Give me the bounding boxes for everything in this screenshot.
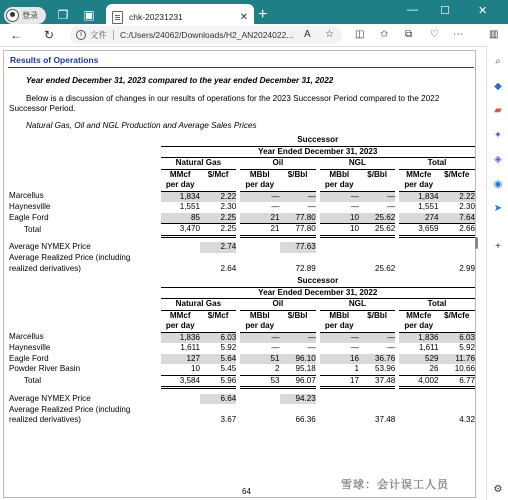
column-header: per day xyxy=(324,180,354,189)
cell-value: — xyxy=(307,202,316,211)
production-subheading: Natural Gas, Oil and NGL Production and Average Sales Prices xyxy=(26,121,257,130)
settings-gear-icon[interactable]: ⚙ xyxy=(493,484,503,495)
table-row xyxy=(8,213,475,224)
cell-value: 3,584 xyxy=(161,375,200,388)
cell-value: — xyxy=(240,332,279,343)
column-header: $/Mcfe xyxy=(444,310,470,320)
cell-value: 66.36 xyxy=(295,415,316,425)
row-label: Marcellus xyxy=(9,191,44,201)
row-label: Average Realized Price (including xyxy=(9,253,131,263)
cell-value: 2.22 xyxy=(439,191,476,202)
cell-value: 72.89 xyxy=(295,263,316,273)
group-header: Oil xyxy=(272,158,284,167)
cell-value: 1,834 xyxy=(399,191,438,202)
collections-icon[interactable]: ⧉ xyxy=(405,29,413,40)
cell-value: 53 xyxy=(240,375,279,388)
cell-value: — xyxy=(271,343,280,352)
table-row xyxy=(8,332,475,343)
cell-value: 2.25 xyxy=(200,213,236,224)
cell-value: 10 xyxy=(320,213,359,224)
group-header: Natural Gas xyxy=(175,158,222,167)
outlook-icon[interactable]: ◉ xyxy=(493,179,503,190)
cell-value: 25.62 xyxy=(359,213,395,224)
cell-value: 94.23 xyxy=(280,394,316,405)
cell-value: 2.66 xyxy=(439,224,476,237)
cell-value: 21 xyxy=(240,224,279,237)
column-header: MBbl xyxy=(249,169,270,179)
url-text: C:/Users/24062/Downloads/H2_AN2024022... xyxy=(120,30,294,40)
column-header: per day xyxy=(165,180,195,189)
cell-value: 1,836 xyxy=(161,332,200,343)
cell-value: 127 xyxy=(161,354,200,365)
column-header: per day xyxy=(404,321,434,330)
group-header: NGL xyxy=(348,299,366,308)
row-label: Eagle Ford xyxy=(9,353,49,363)
cell-value: 4.32 xyxy=(459,415,475,425)
extensions-icon[interactable]: ♡ xyxy=(430,29,439,40)
column-header: MMcfe xyxy=(406,169,432,179)
refresh-button[interactable]: ↻ xyxy=(44,28,55,42)
maximize-button[interactable]: ☐ xyxy=(440,5,450,17)
table-row xyxy=(8,415,475,426)
group-header: Total xyxy=(427,158,447,167)
cell-value: 77.80 xyxy=(280,224,316,237)
cell-value: 17 xyxy=(320,375,359,388)
cell-value: 96.10 xyxy=(280,354,316,365)
cell-value: 77.80 xyxy=(280,213,316,224)
period-label: Year Ended December 31, 2023 xyxy=(258,146,378,156)
cell-value: 10.66 xyxy=(454,364,475,373)
cell-value: 51 xyxy=(240,354,279,365)
table-row xyxy=(8,375,475,388)
profile-label: 登录 xyxy=(22,11,38,20)
column-header: MBbl xyxy=(249,310,270,320)
column-header: $/Mcfe xyxy=(444,169,470,179)
cell-value: — xyxy=(280,191,316,202)
cell-value: 10 xyxy=(190,364,200,373)
row-label: Total xyxy=(24,376,42,385)
cell-value: 1,834 xyxy=(161,191,200,202)
section-title: Results of Operations xyxy=(10,55,99,65)
group-header: Total xyxy=(427,299,447,308)
back-button[interactable]: ← xyxy=(10,28,22,42)
section-rule xyxy=(8,67,474,68)
cell-value: 1 xyxy=(354,364,359,373)
tab-title: chk-20231231 xyxy=(129,12,183,22)
cell-value: 3,470 xyxy=(161,224,200,237)
cell-value: 2.22 xyxy=(200,191,236,202)
column-header: $/Mcf xyxy=(207,169,229,179)
add-icon[interactable]: + xyxy=(495,241,501,252)
cell-value: 5.45 xyxy=(220,364,237,373)
period-label: Year Ended December 31, 2022 xyxy=(258,287,378,297)
cell-value: 25.62 xyxy=(359,224,395,237)
column-header: $/Bbl xyxy=(367,310,387,320)
split-screen-icon[interactable]: ◫ xyxy=(355,29,365,40)
read-aloud-icon[interactable]: A xyxy=(304,29,311,40)
cell-value: 37.48 xyxy=(359,375,395,388)
search-icon[interactable]: ⌕ xyxy=(495,56,501,67)
column-header: per day xyxy=(245,180,275,189)
successor-label: Successor xyxy=(297,135,339,144)
column-header: per day xyxy=(245,321,275,330)
cell-value: 5.92 xyxy=(220,343,237,352)
cell-value: — xyxy=(359,332,395,343)
page-number: 64 xyxy=(242,487,251,496)
scrollbar-thumb[interactable] xyxy=(475,237,478,249)
cell-value: — xyxy=(387,202,396,211)
cell-value: 2.64 xyxy=(220,263,237,273)
document-icon xyxy=(112,11,123,24)
group-header: Natural Gas xyxy=(175,299,222,308)
profile-button[interactable] xyxy=(4,7,46,24)
cell-value: — xyxy=(271,202,280,211)
successor-label: Successor xyxy=(297,276,339,285)
table-row xyxy=(8,242,475,253)
cell-value: — xyxy=(387,343,396,352)
send-icon[interactable]: ➤ xyxy=(493,203,503,214)
pdf-viewport[interactable] xyxy=(0,46,486,500)
info-icon[interactable]: i xyxy=(76,30,86,40)
url-scheme-label: 文件 xyxy=(90,30,108,40)
column-header: $/Bbl xyxy=(287,310,308,320)
window-close-button[interactable]: ✕ xyxy=(478,5,488,17)
cell-value: — xyxy=(307,343,316,352)
column-header: $/Bbl xyxy=(287,169,308,179)
comparison-heading: Year ended December 31, 2023 compared to the year ended December 31, 2022 xyxy=(26,76,334,85)
cell-value: 16 xyxy=(320,354,359,365)
column-header: per day xyxy=(404,180,434,189)
cell-value: 1,611 xyxy=(418,343,439,352)
cell-value: 37.48 xyxy=(374,415,396,425)
cell-value: 11.76 xyxy=(439,354,476,365)
close-icon[interactable]: ✕ xyxy=(239,11,248,23)
table-row xyxy=(8,343,475,354)
cell-value: 7.64 xyxy=(439,213,476,224)
cell-value: 274 xyxy=(399,213,438,224)
workspaces-icon[interactable]: ❐ xyxy=(57,8,69,22)
cell-value: 25.62 xyxy=(374,263,396,273)
intro-paragraph-text: Below is a discussion of changes in our results of operations for the 2023 Successor Period compared to the 2022 Successor Period. xyxy=(9,94,440,113)
row-label: Haynesville xyxy=(9,343,51,352)
cell-value: 3,659 xyxy=(399,224,438,237)
cell-value: — xyxy=(320,191,359,202)
cell-value: 2.99 xyxy=(459,263,475,273)
column-header: per day xyxy=(324,321,354,330)
column-header: $/Bbl xyxy=(367,169,387,179)
cell-value: 21 xyxy=(240,213,279,224)
address-bar[interactable] xyxy=(70,26,342,44)
tab-actions-icon[interactable]: ▣ xyxy=(83,8,95,22)
cell-value: 96.07 xyxy=(280,375,316,388)
row-label: realized derivatives) xyxy=(9,415,81,425)
cell-value: 5.64 xyxy=(200,354,236,365)
new-tab-button[interactable]: + xyxy=(258,6,268,23)
favorites-icon[interactable]: ✩ xyxy=(380,29,389,40)
more-menu-icon[interactable]: ⋯ xyxy=(453,29,463,40)
cell-value: — xyxy=(350,202,359,211)
cell-value: 5.96 xyxy=(200,375,236,388)
row-label: Haynesville xyxy=(9,202,51,211)
row-label: Average NYMEX Price xyxy=(9,393,91,403)
address-toolbar xyxy=(0,24,508,46)
table-row xyxy=(8,394,475,405)
tools-icon[interactable]: ✦ xyxy=(493,130,503,141)
cell-value: 1,836 xyxy=(399,332,438,343)
row-label: Average Realized Price (including xyxy=(9,404,131,414)
cell-value: 2.30 xyxy=(220,202,237,211)
cell-value: 10 xyxy=(320,224,359,237)
cell-value: 6.64 xyxy=(200,394,236,405)
intro-paragraph xyxy=(9,94,471,114)
cell-value: 5.92 xyxy=(459,343,475,352)
games-icon[interactable]: ◈ xyxy=(494,154,502,165)
pdf-page xyxy=(3,50,476,498)
cell-value: 95.18 xyxy=(295,364,316,373)
row-label: realized derivatives) xyxy=(9,263,81,273)
cell-value: 6.03 xyxy=(439,332,476,343)
group-header: Oil xyxy=(272,299,284,308)
group-header: NGL xyxy=(348,158,366,167)
cell-value: 2.25 xyxy=(200,224,236,237)
sidebar-toggle-icon[interactable]: ▥ xyxy=(489,29,499,40)
column-header: $/Mcf xyxy=(207,310,229,320)
cell-value: 85 xyxy=(161,213,200,224)
row-label: Total xyxy=(24,224,42,234)
cell-value: 1,551 xyxy=(418,202,439,211)
production-table xyxy=(8,135,475,274)
cell-value: 1,551 xyxy=(179,202,200,211)
watermark: 雪球：会计误工人员 xyxy=(341,479,449,491)
row-label: Eagle Ford xyxy=(9,212,49,222)
cell-value: 2.74 xyxy=(200,242,236,253)
cell-value: — xyxy=(320,332,359,343)
production-table xyxy=(8,276,475,425)
url-separator xyxy=(113,30,114,40)
cell-value: 2 xyxy=(274,364,280,373)
table-row xyxy=(8,263,475,274)
cell-value: 3.67 xyxy=(220,415,237,425)
cell-value: — xyxy=(240,191,279,202)
shopping-icon[interactable]: ▰ xyxy=(494,105,502,116)
avatar-icon xyxy=(6,9,19,22)
column-header: MBbl xyxy=(329,310,350,320)
column-header: MMcf xyxy=(169,310,191,320)
row-label: Marcellus xyxy=(9,332,44,342)
cell-value: 1,611 xyxy=(180,343,200,352)
cell-value: 529 xyxy=(399,354,438,365)
edge-sidebar xyxy=(486,46,508,500)
cell-value: — xyxy=(280,332,316,343)
copilot-icon[interactable]: ◆ xyxy=(494,81,502,92)
cell-value: 53.96 xyxy=(374,364,396,373)
cell-value: — xyxy=(359,191,395,202)
table-row xyxy=(8,202,475,213)
table-row xyxy=(8,354,475,365)
favorite-star-icon[interactable]: ☆ xyxy=(325,29,334,40)
cell-value: 2.30 xyxy=(459,202,475,211)
column-header: MBbl xyxy=(329,169,350,179)
table-row xyxy=(8,224,475,237)
cell-value: 26 xyxy=(429,364,439,373)
cell-value: 36.76 xyxy=(359,354,395,365)
row-label: Average NYMEX Price xyxy=(9,242,91,251)
table-row xyxy=(8,364,475,375)
row-label: Powder River Basin xyxy=(9,364,81,374)
cell-value: — xyxy=(350,343,359,352)
cell-value: 6.03 xyxy=(200,332,236,343)
cell-value: 77.63 xyxy=(280,242,316,253)
cell-value: 4,002 xyxy=(399,375,438,388)
minimize-button[interactable]: — xyxy=(407,4,418,16)
column-header: per day xyxy=(165,321,195,330)
column-header: MMcf xyxy=(169,169,191,179)
table-row xyxy=(8,191,475,202)
column-header: MMcfe xyxy=(406,310,432,320)
cell-value: 6.77 xyxy=(439,375,476,388)
